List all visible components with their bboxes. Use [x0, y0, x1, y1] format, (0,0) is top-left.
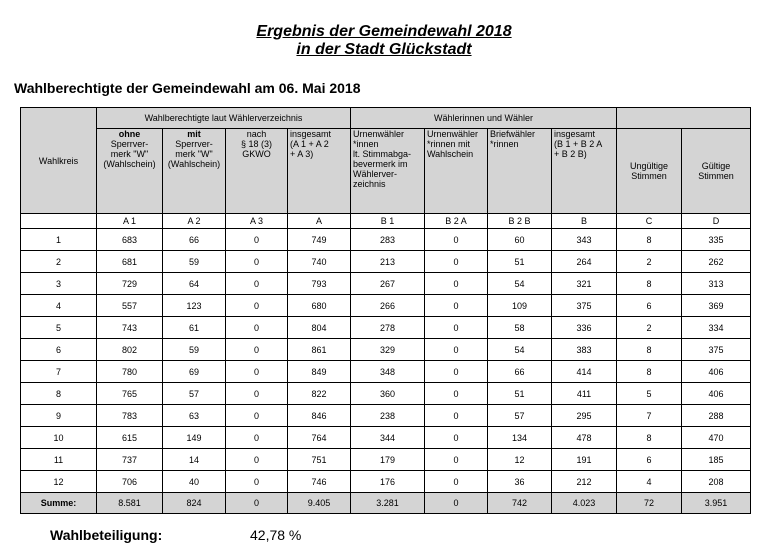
- sum-cell: 0: [425, 493, 488, 514]
- table-row: [21, 427, 751, 449]
- value-cell: 14: [163, 449, 226, 471]
- value-cell: 0: [226, 427, 288, 449]
- value-cell: 406: [682, 361, 751, 383]
- value-cell: 57: [488, 405, 552, 427]
- value-cell: 5: [617, 383, 682, 405]
- value-cell: 681: [97, 251, 163, 273]
- value-cell: 295: [552, 405, 617, 427]
- column-header-d: [682, 129, 751, 214]
- table-row: [21, 229, 751, 251]
- code-cell: A: [288, 214, 351, 229]
- value-cell: 360: [351, 383, 425, 405]
- value-cell: 61: [163, 317, 226, 339]
- value-cell: 66: [163, 229, 226, 251]
- wahlkreis-cell: 8: [21, 383, 97, 405]
- value-cell: 849: [288, 361, 351, 383]
- code-cell: C: [617, 214, 682, 229]
- group-header-row: [21, 108, 751, 129]
- value-cell: 343: [552, 229, 617, 251]
- wahlkreis-cell: 11: [21, 449, 97, 471]
- column-header-label: Briefwähler *rinnen: [490, 129, 536, 149]
- table-row: [21, 405, 751, 427]
- value-cell: 334: [682, 317, 751, 339]
- code-cell: A 2: [163, 214, 226, 229]
- sum-label: Summe:: [21, 493, 97, 514]
- value-cell: 344: [351, 427, 425, 449]
- value-cell: 0: [226, 471, 288, 493]
- value-cell: 0: [425, 317, 488, 339]
- code-cell-empty: [21, 214, 97, 229]
- column-header-label: Gültige Stimmen: [698, 161, 734, 181]
- value-cell: 0: [226, 229, 288, 251]
- value-cell: 213: [351, 251, 425, 273]
- value-cell: 804: [288, 317, 351, 339]
- table-row: [21, 383, 751, 405]
- column-header-a: [288, 129, 351, 214]
- value-cell: 0: [425, 405, 488, 427]
- value-cell: 822: [288, 383, 351, 405]
- value-cell: 8: [617, 361, 682, 383]
- value-cell: 12: [488, 449, 552, 471]
- value-cell: 59: [163, 339, 226, 361]
- column-header-c: [617, 129, 682, 214]
- column-header-label: Ungültige Stimmen: [629, 161, 669, 181]
- column-header-label: insgesamt (A 1 + A 2 + A 3): [290, 129, 332, 159]
- value-cell: 557: [97, 295, 163, 317]
- table-row: [21, 449, 751, 471]
- table-row: [21, 339, 751, 361]
- value-cell: 0: [425, 295, 488, 317]
- sum-cell: 72: [617, 493, 682, 514]
- code-cell: B 2 A: [425, 214, 488, 229]
- value-cell: 793: [288, 273, 351, 295]
- value-cell: 0: [425, 251, 488, 273]
- wahlkreis-cell: 4: [21, 295, 97, 317]
- sum-cell: 742: [488, 493, 552, 514]
- value-cell: 740: [288, 251, 351, 273]
- column-header-label: insgesamt (B 1 + B 2 A + B 2 B): [554, 129, 603, 159]
- value-cell: 0: [425, 339, 488, 361]
- value-cell: 0: [425, 229, 488, 251]
- value-cell: 59: [163, 251, 226, 273]
- table-row: [21, 317, 751, 339]
- value-cell: 69: [163, 361, 226, 383]
- value-cell: 765: [97, 383, 163, 405]
- value-cell: 109: [488, 295, 552, 317]
- column-header-row: [21, 129, 751, 214]
- value-cell: 615: [97, 427, 163, 449]
- code-cell: A 1: [97, 214, 163, 229]
- title-line-2: in der Stadt Glückstadt: [296, 41, 472, 58]
- value-cell: 149: [163, 427, 226, 449]
- value-cell: 0: [226, 449, 288, 471]
- value-cell: 267: [351, 273, 425, 295]
- value-cell: 313: [682, 273, 751, 295]
- value-cell: 783: [97, 405, 163, 427]
- group-header-voters: Wahlberechtigte laut Wählerverzeichnis: [97, 108, 351, 129]
- value-cell: 478: [552, 427, 617, 449]
- value-cell: 414: [552, 361, 617, 383]
- value-cell: 321: [552, 273, 617, 295]
- value-cell: 802: [97, 339, 163, 361]
- sum-cell: 8.581: [97, 493, 163, 514]
- sum-cell: 824: [163, 493, 226, 514]
- column-header-b-2-a: [425, 129, 488, 214]
- wahlkreis-cell: 10: [21, 427, 97, 449]
- value-cell: 2: [617, 317, 682, 339]
- wahlkreis-cell: 2: [21, 251, 97, 273]
- value-cell: 375: [682, 339, 751, 361]
- value-cell: 861: [288, 339, 351, 361]
- value-cell: 6: [617, 295, 682, 317]
- sum-cell: 3.951: [682, 493, 751, 514]
- value-cell: 846: [288, 405, 351, 427]
- value-cell: 0: [226, 339, 288, 361]
- value-cell: 60: [488, 229, 552, 251]
- value-cell: 278: [351, 317, 425, 339]
- value-cell: 329: [351, 339, 425, 361]
- subtitle: Wahlberechtigte der Gemeindewahl am 06. Mai 2018: [14, 80, 361, 96]
- value-cell: 54: [488, 339, 552, 361]
- column-code-row: [21, 214, 751, 229]
- sum-cell: 0: [226, 493, 288, 514]
- value-cell: 212: [552, 471, 617, 493]
- column-header-label: Sperrver- merk "W" (Wahlschein): [167, 139, 221, 169]
- value-cell: 7: [617, 405, 682, 427]
- value-cell: 0: [226, 295, 288, 317]
- wahlkreis-cell: 5: [21, 317, 97, 339]
- value-cell: 0: [425, 449, 488, 471]
- value-cell: 36: [488, 471, 552, 493]
- value-cell: 0: [425, 471, 488, 493]
- value-cell: 764: [288, 427, 351, 449]
- turnout-label: Wahlbeteiligung:: [50, 527, 163, 543]
- code-cell: B 1: [351, 214, 425, 229]
- value-cell: 0: [226, 383, 288, 405]
- value-cell: 40: [163, 471, 226, 493]
- column-header-label: Urnenwähler *innen lt. Stimmabga- bevermerk im Wählerver- zeichnis: [353, 129, 412, 189]
- wahlkreis-cell: 7: [21, 361, 97, 383]
- value-cell: 63: [163, 405, 226, 427]
- value-cell: 749: [288, 229, 351, 251]
- value-cell: 4: [617, 471, 682, 493]
- column-header-a-3: [226, 129, 288, 214]
- code-cell: B: [552, 214, 617, 229]
- wahlkreis-cell: 3: [21, 273, 97, 295]
- value-cell: 0: [425, 427, 488, 449]
- value-cell: 264: [552, 251, 617, 273]
- value-cell: 134: [488, 427, 552, 449]
- sum-cell: 3.281: [351, 493, 425, 514]
- value-cell: 369: [682, 295, 751, 317]
- column-header-label: Sperrver- merk "W" (Wahlschein): [103, 139, 156, 169]
- value-cell: 0: [226, 361, 288, 383]
- value-cell: 746: [288, 471, 351, 493]
- value-cell: 185: [682, 449, 751, 471]
- table-row: [21, 471, 751, 493]
- value-cell: 706: [97, 471, 163, 493]
- column-header-b-2-b: [488, 129, 552, 214]
- value-cell: 8: [617, 229, 682, 251]
- value-cell: 8: [617, 339, 682, 361]
- value-cell: 6: [617, 449, 682, 471]
- value-cell: 0: [425, 273, 488, 295]
- code-cell: A 3: [226, 214, 288, 229]
- title-line-1: Ergebnis der Gemeindewahl 2018: [256, 23, 512, 40]
- wahlkreis-cell: 12: [21, 471, 97, 493]
- value-cell: 780: [97, 361, 163, 383]
- table-row: [21, 295, 751, 317]
- column-header-bold: ohne: [118, 129, 141, 139]
- value-cell: 179: [351, 449, 425, 471]
- sum-cell: 4.023: [552, 493, 617, 514]
- value-cell: 123: [163, 295, 226, 317]
- value-cell: 191: [552, 449, 617, 471]
- sum-row: [21, 493, 751, 514]
- sum-cell: 9.405: [288, 493, 351, 514]
- column-header-a-1: [97, 129, 163, 214]
- code-cell: B 2 B: [488, 214, 552, 229]
- value-cell: 751: [288, 449, 351, 471]
- value-cell: 54: [488, 273, 552, 295]
- wahlkreis-header: Wahlkreis: [21, 108, 97, 214]
- turnout-value: 42,78 %: [250, 527, 302, 543]
- value-cell: 51: [488, 251, 552, 273]
- value-cell: 0: [226, 251, 288, 273]
- value-cell: 0: [425, 383, 488, 405]
- value-cell: 51: [488, 383, 552, 405]
- value-cell: 336: [552, 317, 617, 339]
- value-cell: 266: [351, 295, 425, 317]
- value-cell: 208: [682, 471, 751, 493]
- wahlkreis-cell: 6: [21, 339, 97, 361]
- value-cell: 375: [552, 295, 617, 317]
- value-cell: 348: [351, 361, 425, 383]
- value-cell: 238: [351, 405, 425, 427]
- value-cell: 335: [682, 229, 751, 251]
- wahlkreis-cell: 1: [21, 229, 97, 251]
- value-cell: 57: [163, 383, 226, 405]
- column-header-a-2: [163, 129, 226, 214]
- value-cell: 729: [97, 273, 163, 295]
- value-cell: 288: [682, 405, 751, 427]
- value-cell: 737: [97, 449, 163, 471]
- value-cell: 262: [682, 251, 751, 273]
- code-cell: D: [682, 214, 751, 229]
- value-cell: 66: [488, 361, 552, 383]
- column-header-label: Urnenwähler *rinnen mit Wahlschein: [427, 129, 479, 159]
- column-header-b-1: [351, 129, 425, 214]
- value-cell: 8: [617, 427, 682, 449]
- value-cell: 683: [97, 229, 163, 251]
- value-cell: 470: [682, 427, 751, 449]
- wahlkreis-cell: 9: [21, 405, 97, 427]
- group-header-empty: [617, 108, 751, 129]
- value-cell: 8: [617, 273, 682, 295]
- value-cell: 2: [617, 251, 682, 273]
- value-cell: 680: [288, 295, 351, 317]
- value-cell: 406: [682, 383, 751, 405]
- results-table: [20, 107, 751, 514]
- value-cell: 64: [163, 273, 226, 295]
- table-row: [21, 361, 751, 383]
- table-row: [21, 273, 751, 295]
- column-header-bold: mit: [187, 129, 201, 139]
- group-header-electors: Wählerinnen und Wähler: [351, 108, 617, 129]
- value-cell: 0: [226, 405, 288, 427]
- value-cell: 411: [552, 383, 617, 405]
- value-cell: 0: [226, 317, 288, 339]
- value-cell: 58: [488, 317, 552, 339]
- column-header-label: nach § 18 (3) GKWO: [240, 129, 273, 159]
- value-cell: 283: [351, 229, 425, 251]
- value-cell: 0: [425, 361, 488, 383]
- value-cell: 176: [351, 471, 425, 493]
- table-row: [21, 251, 751, 273]
- value-cell: 0: [226, 273, 288, 295]
- value-cell: 743: [97, 317, 163, 339]
- column-header-b: [552, 129, 617, 214]
- value-cell: 383: [552, 339, 617, 361]
